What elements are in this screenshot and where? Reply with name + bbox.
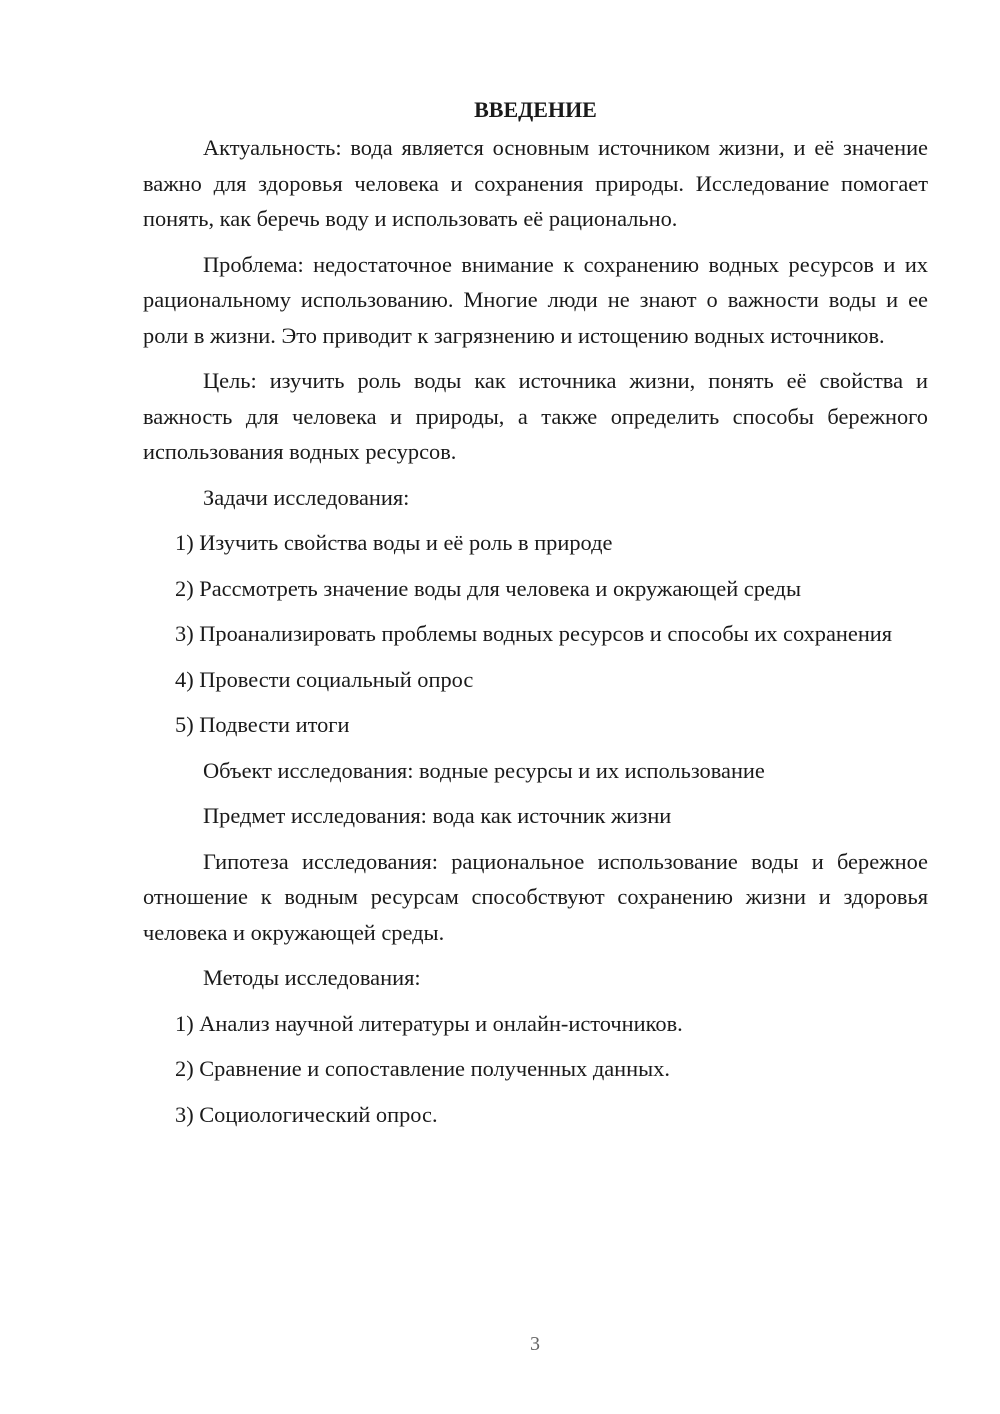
page-number: 3 xyxy=(530,1333,540,1355)
object-paragraph: Объект исследования: водные ресурсы и их использование xyxy=(203,757,765,783)
task-item: 4) Провести социальный опрос xyxy=(175,666,474,692)
task-item: 5) Подвести итоги xyxy=(175,712,350,737)
method-item: 3) Социологический опрос. xyxy=(175,1101,438,1127)
section-title: ВВЕДЕНИЕ xyxy=(474,97,597,122)
methods-heading: Методы исследования: xyxy=(203,965,421,990)
hypothesis-paragraph: Гипотеза исследования: рациональное использование воды и бережное отношение к водным ресурсам способствуют сохранению жизни и здоровья человека и окружающей среды. xyxy=(143,848,928,945)
task-item: 3) Проанализировать проблемы водных ресурсов и способы их сохранения xyxy=(175,621,893,646)
relevance-paragraph: Актуальность: вода является основным источником жизни, и её значение важно для здоровья человека и сохранения природы. Исследование помогает понять, как беречь воду и использовать её рационально. xyxy=(143,135,928,231)
problem-paragraph: Проблема: недостаточное внимание к сохранению водных ресурсов и их рациональному использованию. Многие люди не знают о важности воды и ее роли в жизни. Это приводит к загрязнению и истощению водных источников. xyxy=(143,251,928,348)
task-item: 1) Изучить свойства воды и её роль в природе xyxy=(175,530,613,555)
subject-paragraph: Предмет исследования: вода как источник жизни xyxy=(203,803,672,828)
goal-paragraph: Цель: изучить роль воды как источника жизни, понять её свойства и важность для человека и природы, а также определить способы бережного использования водных ресурсов. xyxy=(143,368,928,464)
document-page xyxy=(143,92,928,1142)
method-item: 2) Сравнение и сопоставление полученных данных. xyxy=(175,1056,670,1081)
tasks-heading: Задачи исследования: xyxy=(203,484,410,510)
task-item: 2) Рассмотреть значение воды для человека и окружающей среды xyxy=(175,575,801,601)
method-item: 1) Анализ научной литературы и онлайн-источников. xyxy=(175,1010,683,1036)
